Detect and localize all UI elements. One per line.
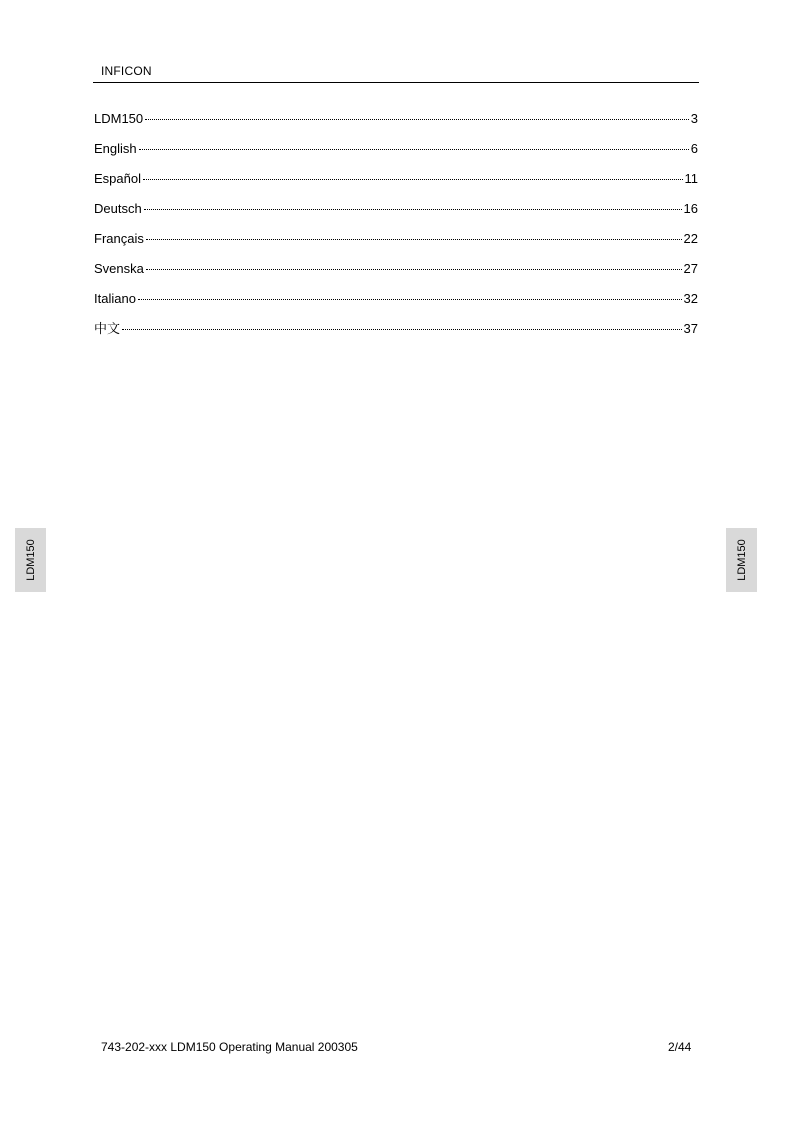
toc-entry-italiano[interactable] xyxy=(94,290,698,320)
toc-entry-page: 22 xyxy=(683,231,698,246)
toc-entry-label: Español xyxy=(94,171,141,186)
toc-dot-leader xyxy=(138,299,682,300)
table-of-contents xyxy=(94,110,698,350)
toc-dot-leader xyxy=(145,119,689,120)
toc-entry-label: English xyxy=(94,141,137,156)
toc-entry-ldm150[interactable] xyxy=(94,110,698,140)
toc-entry-francais[interactable] xyxy=(94,230,698,260)
toc-dot-leader xyxy=(122,329,682,330)
toc-entry-page: 11 xyxy=(684,171,698,186)
header-divider xyxy=(93,82,699,83)
toc-entry-deutsch[interactable] xyxy=(94,200,698,230)
toc-entry-page: 3 xyxy=(690,111,698,126)
toc-entry-page: 27 xyxy=(683,261,698,276)
toc-entry-label: Français xyxy=(94,231,144,246)
footer-page-number: 2/44 xyxy=(668,1040,692,1054)
toc-entry-label: Svenska xyxy=(94,261,144,276)
toc-entry-label: Italiano xyxy=(94,291,136,306)
toc-entry-page: 6 xyxy=(690,141,698,156)
toc-entry-english[interactable] xyxy=(94,140,698,170)
toc-entry-page: 37 xyxy=(683,321,698,336)
side-tab-label: LDM150 xyxy=(24,539,37,581)
header-company-name: INFICON xyxy=(101,64,152,78)
toc-entry-page: 32 xyxy=(683,291,698,306)
toc-dot-leader xyxy=(146,269,682,270)
toc-entry-label: Deutsch xyxy=(94,201,142,216)
side-tab-label: LDM150 xyxy=(735,539,748,581)
toc-entry-label: LDM150 xyxy=(94,111,144,126)
toc-entry-chinese[interactable] xyxy=(94,320,698,350)
toc-dot-leader xyxy=(144,209,682,210)
toc-entry-page: 16 xyxy=(683,201,698,216)
toc-dot-leader xyxy=(139,149,689,150)
toc-entry-espanol[interactable] xyxy=(94,170,698,200)
toc-dot-leader xyxy=(146,239,682,240)
toc-dot-leader xyxy=(143,179,683,180)
toc-entry-svenska[interactable] xyxy=(94,260,698,290)
side-tab-left xyxy=(15,528,46,592)
footer-document-title: 743-202-xxx LDM150 Operating Manual 200305 xyxy=(101,1040,358,1054)
toc-entry-label: 中文 xyxy=(94,321,121,336)
side-tab-right xyxy=(726,528,757,592)
